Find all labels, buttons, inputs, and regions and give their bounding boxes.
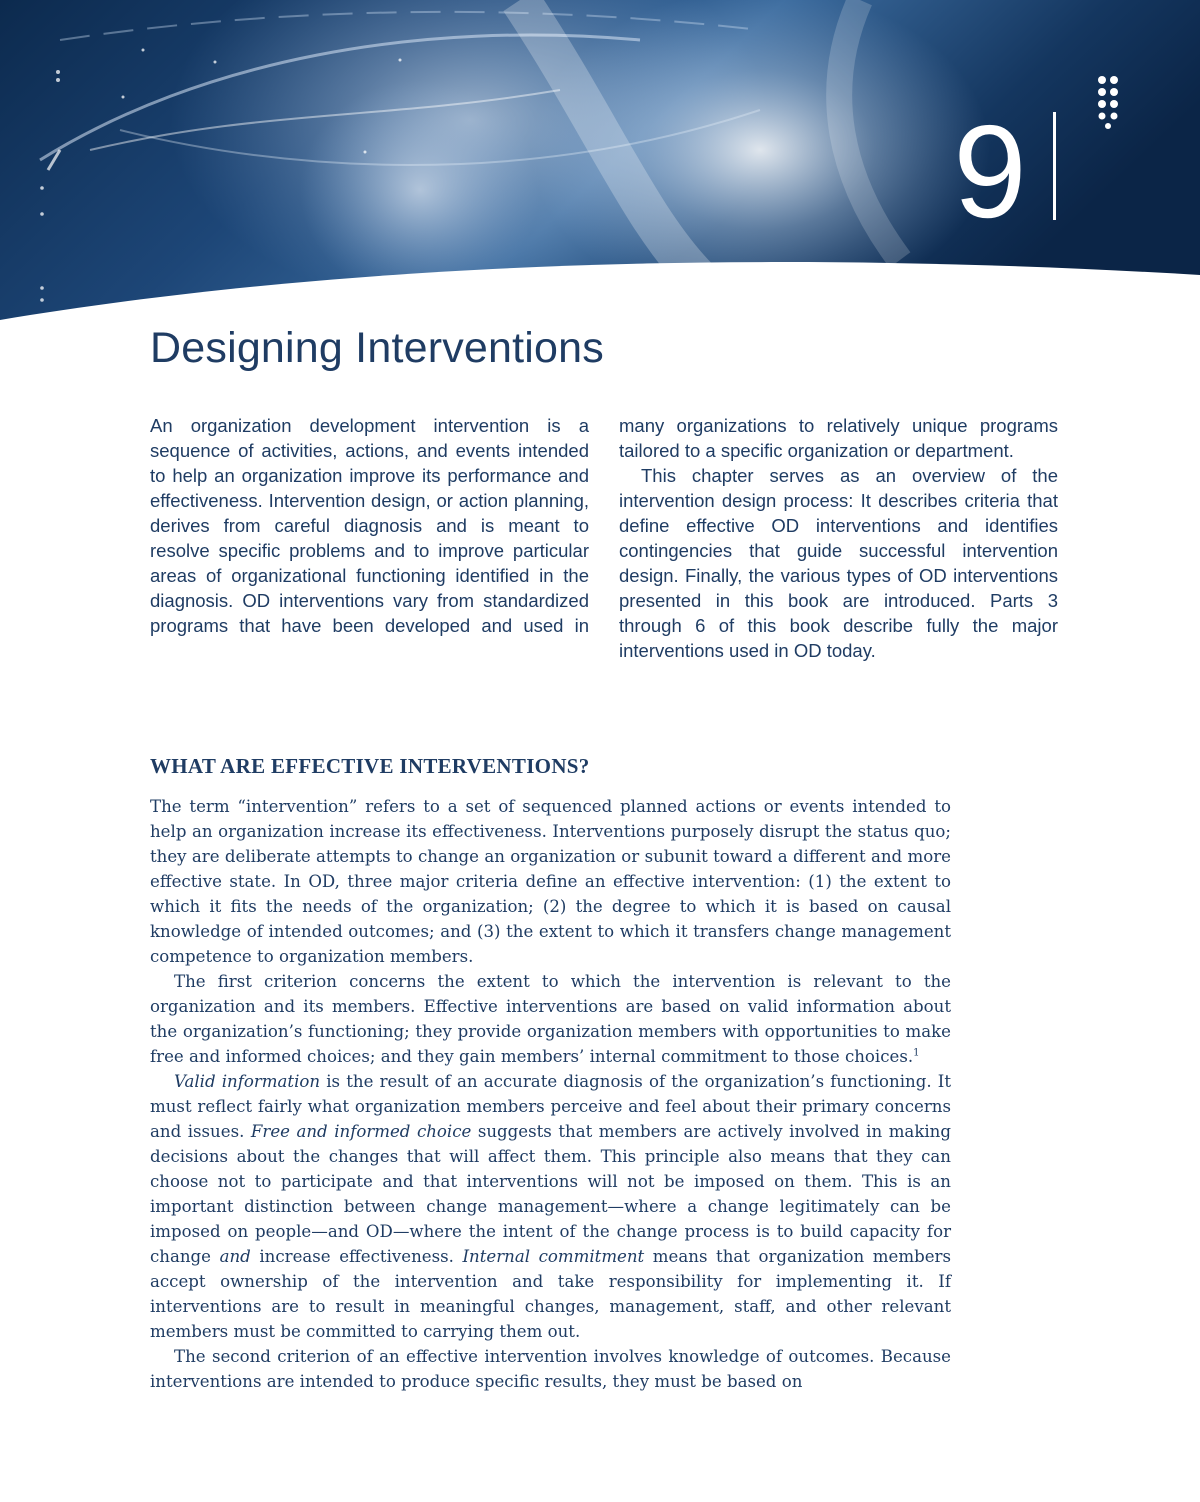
body-text: The first criterion concerns the extent to which the intervention is relevant to the organization and its members. Effective interventions are based on valid information about the organization’s functioning; they provide organization members with opportunities to make free and informed choices; and they gain members’ internal commitment to those choices. (150, 972, 951, 1066)
body-text: increase effectiveness. (250, 1247, 463, 1266)
chapter-number: 9 (953, 98, 1027, 245)
body-text: The term “intervention” refers to a set of sequenced planned actions or events intended to help an organization increase its effectiveness. Interventions purposely disrupt the status quo; they are deliberate attempts to change an organization or subunit toward a different and more effective state. In OD, three major criteria define an effective intervention: (1) the extent to which it fits the needs of the organization; (2) the degree to which it is based on causal knowledge of intended outcomes; and (3) the extent to which it transfers change management competence to organization members. (150, 797, 951, 966)
body-text: is the result of an accurate diagnosis of the organization’s functioning. It must reflect fairly what organization members perceive and feel about their primary concerns and issues. (150, 1072, 951, 1141)
term-internal-commitment: Internal commitment (462, 1247, 645, 1266)
intro-paragraph: This chapter serves as an overview of the intervention design process: It describes criteria that define effective OD interventions and identifies contingencies that guide successful intervention design. Finally, the various types of OD interventions presented in this book are introduced. Parts 3 through 6 of this book describe fully the major interventions used in OD today. (619, 465, 1058, 661)
body-text: means that organization members accept ownership of the intervention and take responsibility for implementing it. If interventions are to result in meaningful changes, management, staff, and other relevant members must be committed to carrying them out. (150, 1247, 951, 1341)
section-heading: WHAT ARE EFFECTIVE INTERVENTIONS? (150, 754, 590, 778)
body-text: suggests that members are actively involved in making decisions about the changes that will affect them. This principle also means that they can choose not to participate and that interventions will not be imposed on them. This is an important distinction between change management—where a change legitimately can be imposed on people—and OD—where the intent of the change process is to build capacity for change (150, 1122, 951, 1266)
chapter-intro (150, 413, 1058, 663)
chapter-title: Designing Interventions (150, 324, 604, 372)
term-free-informed-choice: Free and informed choice (250, 1122, 472, 1141)
body-paragraph (150, 1069, 951, 1344)
intro-paragraph: An organization development intervention is a sequence of activities, actions, and events intended to help an organization improve its performance and effectiveness. Intervention design, or action planning, derives from careful diagnosis and is meant to resolve specific problems and to improve particular areas of organizational functioning identified in the diagnosis. OD interventions vary from standardized programs that have been developed and used in many organizations to relatively unique programs tailored to a specific organization or department. (150, 415, 1058, 636)
body-paragraph (150, 969, 951, 1069)
section-body (150, 794, 951, 1394)
chapter-number-rule (1053, 112, 1056, 220)
body-paragraph (150, 1344, 951, 1394)
term-valid-information: Valid information (174, 1072, 321, 1091)
emphasis-and: and (219, 1247, 251, 1266)
body-paragraph (150, 794, 951, 969)
footnote-marker: 1 (913, 1047, 920, 1059)
body-text: The second criterion of an effective intervention involves knowledge of outcomes. Because interventions are intended to produce specific results, they must be based on (150, 1347, 951, 1391)
